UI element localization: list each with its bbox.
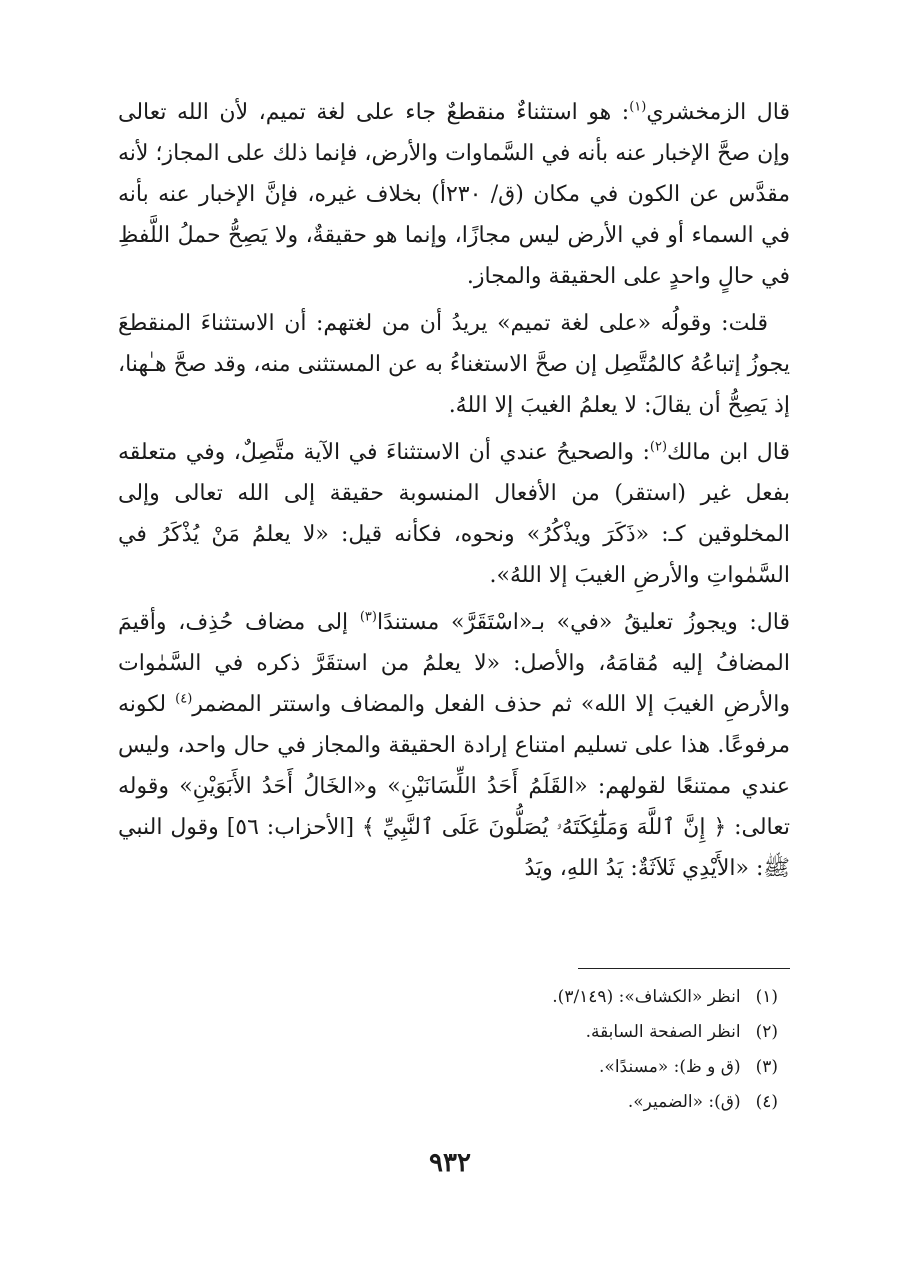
footnote-ref-1[interactable]: (١) bbox=[629, 99, 647, 115]
footnote-number: (٣) bbox=[755, 1057, 778, 1077]
footnote-text: (ق و ظ): «مسندًا». bbox=[599, 1057, 741, 1077]
footnote-ref-3[interactable]: (٣) bbox=[359, 609, 377, 625]
footnote-text: انظر «الكشاف»: (٣/١٤٩). bbox=[552, 987, 741, 1007]
paragraph-1-after: : هو استثناءٌ منقطعٌ جاء على لغة تميم، لأن الله تعالى وإن صحَّ الإخبار عنه بأنه في السَّماوات والأرض، فإنما ذلك على المجاز؛ لأنه مقدَّس عن الكون في مكان (ق/ ٢٣٠أ) بخلاف غيره، فإنَّ الإخبار عنه بأنه في السماء أو في الأرض ليس مجازًا، وإنما هو حقيقةٌ، ولا يَصِحُّ حملُ اللَّفظِ في حالٍ واحدٍ على الحقيقة والمجاز. bbox=[118, 100, 790, 289]
footnote-number: (٤) bbox=[755, 1092, 778, 1112]
footnote-text: (ق): «الضمير». bbox=[627, 1092, 741, 1112]
footnote-ref-4[interactable]: (٤) bbox=[175, 691, 193, 707]
footnote-item bbox=[118, 1085, 790, 1120]
footnote-divider bbox=[578, 968, 790, 969]
page-number: ٩٣٢ bbox=[429, 1148, 471, 1178]
paragraph-zamakhshari bbox=[118, 92, 790, 297]
paragraph-qala bbox=[118, 602, 790, 889]
footnote-number: (١) bbox=[755, 987, 778, 1007]
paragraph-1-before: قال الزمخشري bbox=[646, 100, 790, 125]
paragraph-3-before: قال ابن مالك bbox=[667, 440, 790, 465]
footnotes-list bbox=[118, 980, 790, 1120]
paragraph-qultu: قلت: وقولُه «على لغة تميم» يريدُ أن من لغتهم: أن الاستثناءَ المنقطعَ يجوزُ إتباعُهُ كالمُتَّصِل إن صحَّ الاستغناءُ به عن المستثنى منه، وقد صحَّ هـٰهنا، إذ يَصِحُّ أن يقالَ: لا يعلمُ الغيبَ إلا اللهُ. bbox=[118, 311, 790, 418]
paragraph-3-after: : والصحيحُ عندي أن الاستثناءَ في الآية متَّصِلٌ، وفي متعلقه بفعل غير (استقر) من الأفعال المنسوبة حقيقة إلى الله تعالى وإلى المخلوقين كـ: «ذَكَرَ ويذْكُرُ» ونحوه، فكأنه قيل: «لا يعلمُ مَنْ يُذْكَرُ في السَّمٰواتِ والأرضِ الغيبَ إلا اللهُ». bbox=[118, 440, 790, 588]
footnote-item bbox=[118, 1050, 790, 1085]
footnote-number: (٢) bbox=[755, 1022, 778, 1042]
paragraph-4-after: لكونه مرفوعًا. هذا على تسليم امتناع إرادة الحقيقة والمجاز في حال واحد، وليس عندي ممتنعًا لقولهم: «القَلَمُ أَحَدُ اللِّسَانَيْنِ» و«الخَالُ أَحَدُ الأَبَوَيْنِ» وقوله تعالى: ﴿ إِنَّ ٱللَّهَ وَمَلَٰٓئِكَتَهُۥ يُصَلُّونَ عَلَى ٱلنَّبِيِّ ﴾ [الأحزاب: ٥٦] وقول النبي ﷺ: «الأَيْدِي ثَلاَثَةٌ: يَدُ اللهِ، ويَدُ bbox=[118, 692, 790, 881]
footnote-item bbox=[118, 980, 790, 1015]
paragraph-ibn-malik bbox=[118, 432, 790, 596]
page-body bbox=[118, 92, 790, 891]
paragraph-4-middle: إلى مضاف حُذِف، وأقيمَ المضافُ إليه مُقامَهُ، والأصل: «لا يعلمُ من استقَرَّ ذكره في السَّمٰوات والأرضِ الغيبَ إلا الله» ثم حذف الفعل والمضاف واستتر المضمر bbox=[118, 610, 790, 717]
footnote-item bbox=[118, 1015, 790, 1050]
footnote-text: انظر الصفحة السابقة. bbox=[585, 1022, 741, 1042]
paragraph-4-before: قال: ويجوزُ تعليقُ «في» بـ«اسْتَقَرَّ» مستندًا bbox=[376, 610, 790, 635]
footnote-ref-2[interactable]: (٢) bbox=[649, 439, 668, 455]
